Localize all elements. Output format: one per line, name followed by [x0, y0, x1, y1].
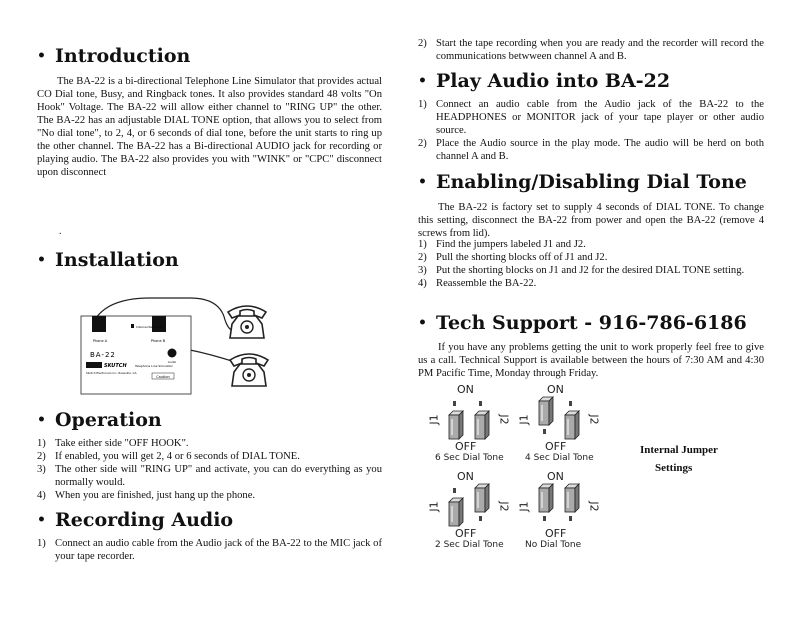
play-heading	[418, 70, 670, 92]
recording-list-continued	[418, 37, 764, 63]
jumper-caption: 4 Sec Dial Tone	[525, 453, 594, 463]
j1-label: J1	[517, 414, 531, 425]
jumper-pins-icon	[533, 482, 593, 530]
jumper-caption: 6 Sec Dial Tone	[435, 453, 504, 463]
on-label: ON	[457, 383, 474, 396]
item-text: When you are finished, just hang up the phone.	[55, 490, 256, 501]
item-text: Take either side "OFF HOOK".	[55, 438, 189, 449]
support-heading	[418, 312, 747, 334]
introduction-heading-text: Introduction	[55, 45, 191, 67]
j2-label: J2	[497, 501, 511, 512]
audio-jack	[168, 349, 177, 358]
list-item	[418, 264, 764, 277]
jumper-caption: No Dial Tone	[525, 540, 582, 550]
tagline-label: Telephone Line Simulator	[135, 364, 173, 368]
item-number: 2)	[418, 252, 427, 263]
pin	[479, 516, 482, 521]
bullet: •	[37, 252, 46, 268]
support-paragraph: If you have any problems getting the unit to work properly feel free to give us a call. Technical Support is available between the hours of 7:30 AM and 4:30 PM Pacific Time, Monday through Friday.	[418, 342, 764, 379]
jumper-pins-icon	[443, 395, 503, 443]
item-number: 4)	[37, 490, 46, 501]
logo-bar	[86, 362, 102, 368]
shorting-block-side	[459, 411, 463, 439]
list-item	[37, 437, 382, 450]
phone-icon	[224, 302, 270, 342]
pin	[453, 401, 456, 406]
on-label: ON	[547, 383, 564, 396]
pin	[543, 429, 546, 434]
item-text: Connect an audio cable from the Audio jack of the BA-22 to the MIC jack of your tape recorder.	[55, 538, 382, 562]
operation-heading-text: Operation	[55, 409, 162, 431]
relay-label: Internal Relay 4V	[136, 325, 162, 329]
caution-label: Caution	[156, 375, 170, 379]
introduction-heading	[37, 45, 190, 67]
item-text: If enabled, you will get 2, 4 or 6 seconds of DIAL TONE.	[55, 451, 300, 462]
jumper-settings-caption	[640, 441, 718, 477]
address-label: Skutch Electronics Inc. Roseville, CA	[86, 371, 137, 375]
off-label: OFF	[455, 527, 477, 540]
list-item	[418, 98, 764, 137]
list-item	[418, 137, 764, 163]
recording-heading	[37, 509, 233, 531]
shorting-block	[475, 415, 485, 439]
bullet: •	[37, 512, 46, 528]
list-item	[37, 463, 382, 489]
play-list	[418, 98, 764, 163]
dialtone-body	[418, 201, 764, 240]
bullet: •	[418, 174, 427, 190]
j2-label: J2	[587, 501, 601, 512]
on-label: ON	[457, 470, 474, 483]
shorting-block-side	[459, 498, 463, 526]
shorting-block-side	[575, 411, 579, 439]
phone-b-label: Phone B	[150, 339, 166, 343]
j2-label: J2	[497, 414, 511, 425]
shorting-block-side	[485, 484, 489, 512]
recording-list	[37, 537, 382, 563]
item-number: 2)	[418, 138, 427, 149]
bullet: •	[418, 315, 427, 331]
item-number: 3)	[37, 464, 46, 475]
item-text: Pull the shorting blocks off of J1 and J2.	[436, 252, 608, 263]
bullet: •	[418, 73, 427, 89]
off-label: OFF	[545, 440, 567, 453]
stray-dot: .	[59, 226, 62, 237]
jack-b	[152, 316, 166, 332]
shorting-block	[565, 415, 575, 439]
support-body	[418, 341, 764, 380]
relay-indicator	[131, 324, 134, 328]
item-text: Start the tape recording when you are ready and the recorder will record the communications betwween channel A and B.	[436, 38, 764, 62]
j1-label: J1	[427, 414, 441, 425]
item-number: 1)	[37, 538, 46, 549]
item-text: Reassemble the BA-22.	[436, 278, 537, 289]
pin	[453, 488, 456, 493]
dialtone-list	[418, 238, 764, 290]
shorting-block-side	[485, 411, 489, 439]
dialtone-paragraph: The BA-22 is factory set to supply 4 seconds of DIAL TONE. To change this setting, disconnect the BA-22 from power and open the BA-22 (remove 4 screws from lid).	[418, 202, 764, 239]
pin	[569, 401, 572, 406]
off-label: OFF	[545, 527, 567, 540]
jack-a	[92, 316, 106, 332]
list-item	[37, 537, 382, 563]
list-item	[418, 37, 764, 63]
shorting-block	[449, 415, 459, 439]
dialtone-heading	[418, 171, 747, 193]
bullet: •	[37, 48, 46, 64]
play-heading-text: Play Audio into BA-22	[436, 70, 671, 92]
introduction-paragraph: The BA-22 is a bi-directional Telephone Line Simulator that provides actual CO Dial tone, Busy, and Ringback tones. It also provides standard 48 volts "On Hook" Voltage. The BA-22 will allow either channel to "RING UP" the other. The BA-22 has an adjustable DIAL TONE option, that allows you to select from "No dial tone", to 2, 4, or 6 seconds of dial tone, before the unit starts to ring up the other channel. The BA-22 has a Bi-directional AUDIO jack for recording or playing audio. The BA-22 also provides you with "WINK" or "CPC" disconnect upon disconnect	[37, 76, 382, 178]
shorting-block-side	[575, 484, 579, 512]
caption-line-2: Settings	[655, 462, 693, 474]
shorting-block-side	[549, 397, 553, 425]
introduction-body	[37, 75, 382, 179]
shorting-block	[449, 502, 459, 526]
operation-list	[37, 437, 382, 502]
list-item	[37, 489, 382, 502]
pin	[543, 516, 546, 521]
installation-heading-text: Installation	[55, 249, 179, 271]
pin	[569, 516, 572, 521]
jumper-pins-icon	[533, 395, 593, 443]
caption-line-1: Internal Jumper	[640, 444, 718, 456]
operation-heading	[37, 409, 162, 431]
shorting-block	[565, 488, 575, 512]
installation-heading	[37, 249, 179, 271]
j1-label: J1	[517, 501, 531, 512]
j1-label: J1	[427, 501, 441, 512]
shorting-block	[539, 488, 549, 512]
item-text: Find the jumpers labeled J1 and J2.	[436, 239, 586, 250]
j2-label: J2	[587, 414, 601, 425]
item-number: 1)	[418, 99, 427, 110]
recording-heading-text: Recording Audio	[55, 509, 234, 531]
item-number: 4)	[418, 278, 427, 289]
item-text: The other side will "RING UP" and activate, you can do everything as you normally would.	[55, 464, 382, 488]
shorting-block	[539, 401, 549, 425]
item-text: Place the Audio source in the play mode. The audio will be herd on both channel A and B.	[436, 138, 764, 162]
off-label: OFF	[455, 440, 477, 453]
pin	[479, 401, 482, 406]
item-number: 2)	[37, 451, 46, 462]
jumper-caption: 2 Sec Dial Tone	[435, 540, 504, 550]
phone-a-label: Phone A	[92, 339, 108, 343]
brand-label: SKUTCH	[104, 363, 127, 369]
item-number: 3)	[418, 265, 427, 276]
item-number: 1)	[37, 438, 46, 449]
list-item	[37, 450, 382, 463]
support-heading-text: Tech Support - 916-786-6186	[436, 312, 747, 334]
model-label: BA-22	[90, 351, 116, 359]
item-number: 2)	[418, 38, 427, 49]
jumper-pins-icon	[443, 482, 503, 530]
item-number: 1)	[418, 239, 427, 250]
bullet: •	[37, 412, 46, 428]
item-text: Put the shorting blocks on J1 and J2 for the desired DIAL TONE setting.	[436, 265, 745, 276]
shorting-block-side	[549, 484, 553, 512]
on-label: ON	[547, 470, 564, 483]
phone-icon	[226, 350, 272, 390]
list-item	[418, 251, 764, 264]
list-item	[418, 238, 764, 251]
list-item	[418, 277, 764, 290]
shorting-block	[475, 488, 485, 512]
dialtone-heading-text: Enabling/Disabling Dial Tone	[436, 171, 747, 193]
audio-label: Audio	[167, 360, 177, 364]
item-text: Connect an audio cable from the Audio jack of the BA-22 to the HEADPHONES or MONITOR jack of your tape player or other audio source.	[436, 99, 764, 136]
